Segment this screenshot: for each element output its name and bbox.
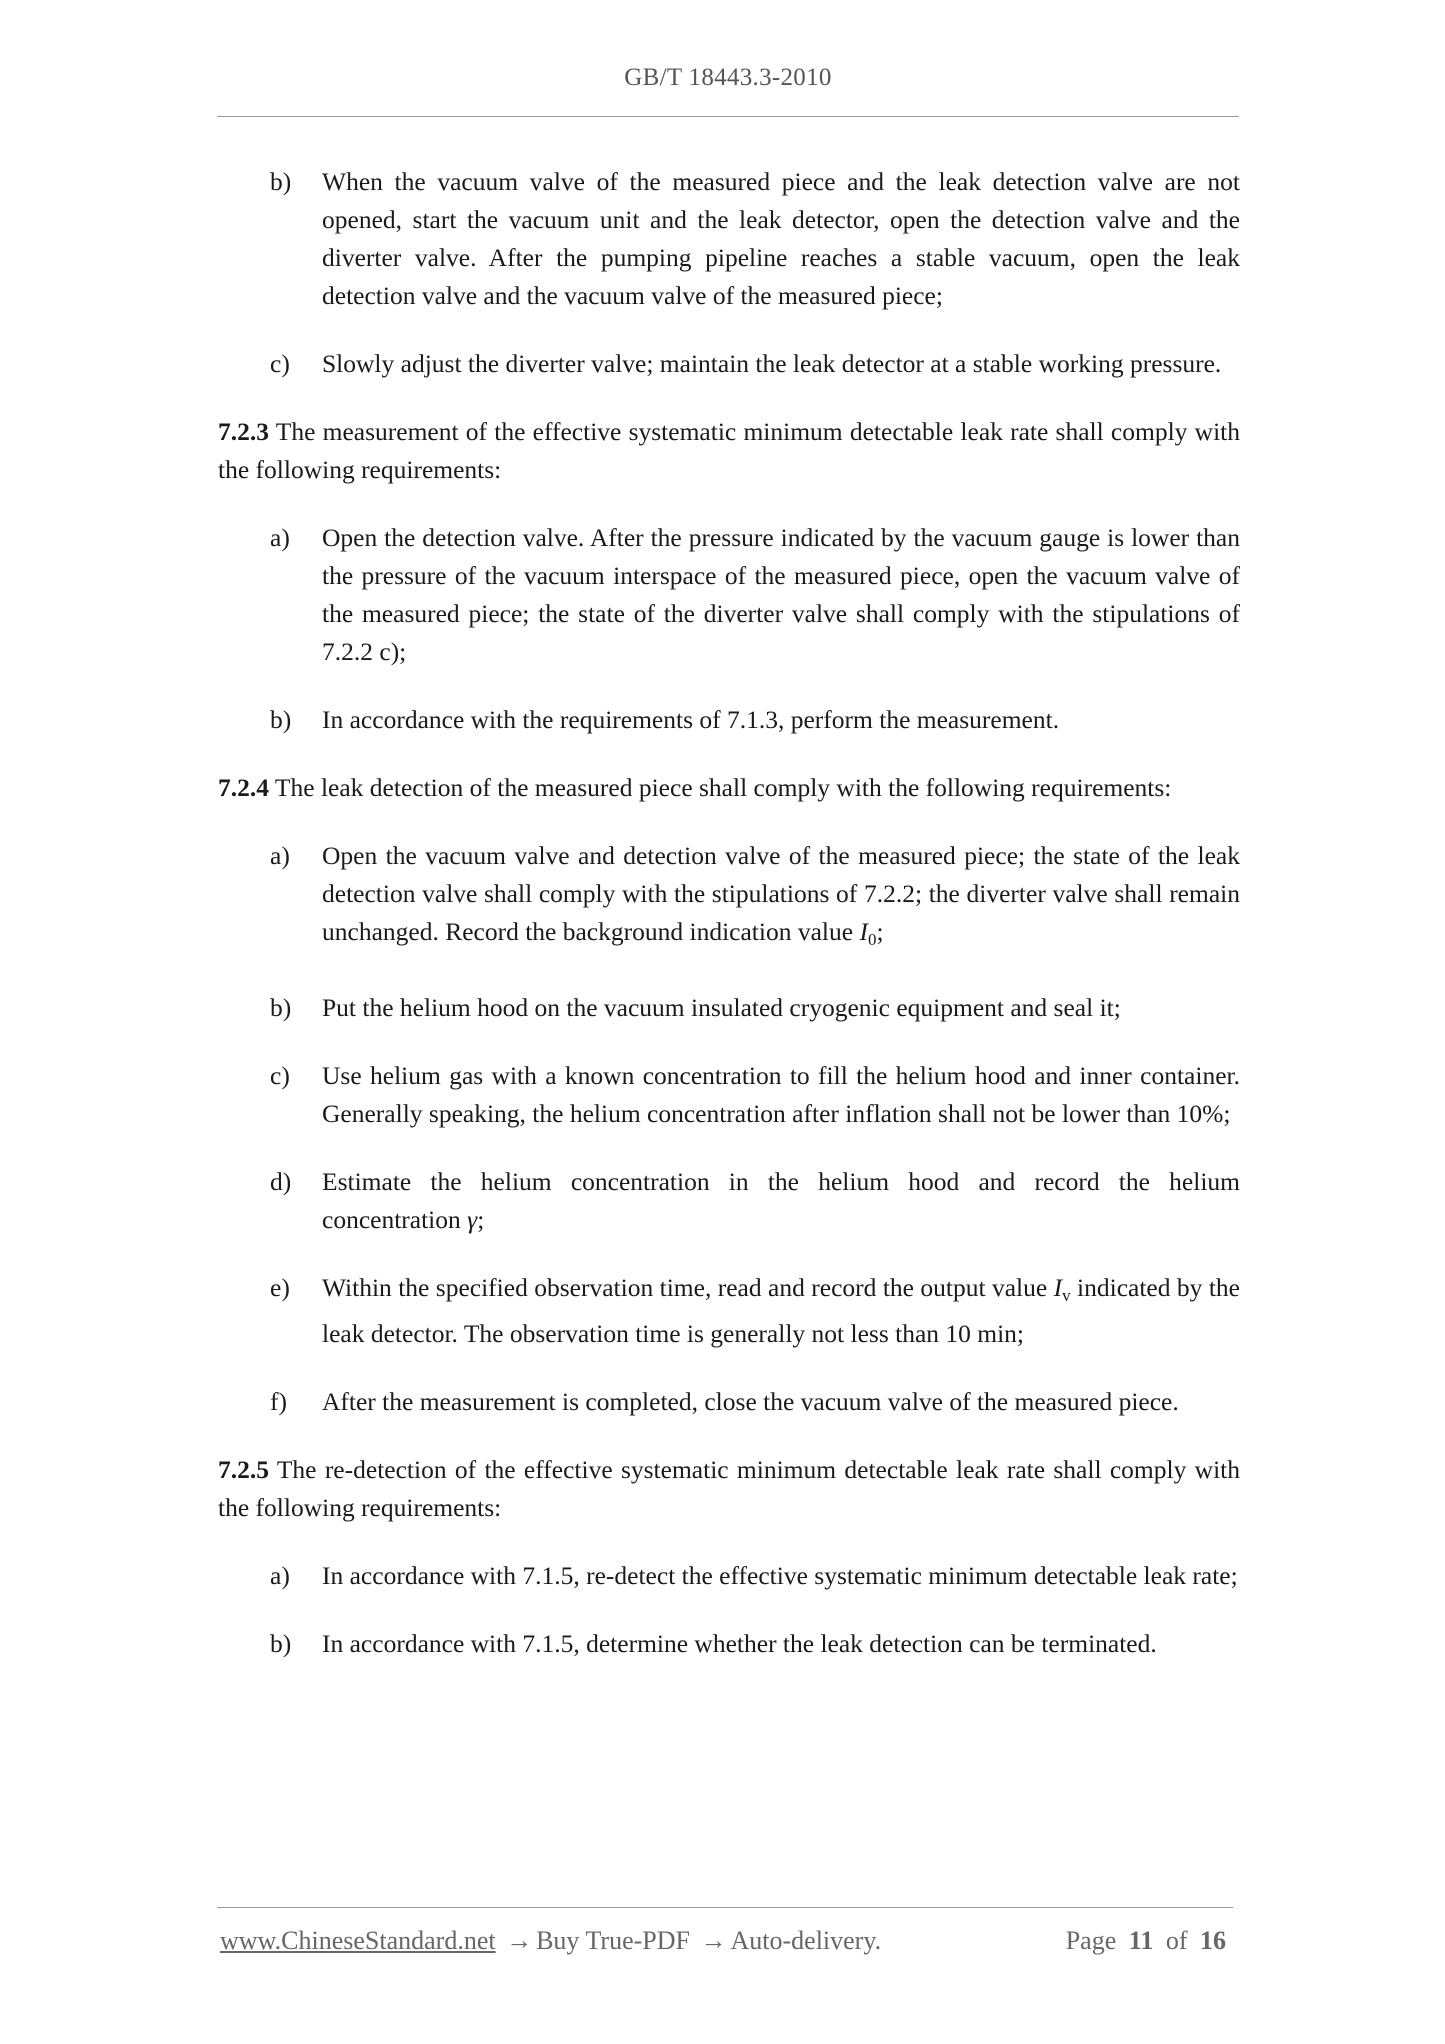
arrow-right-icon: →: [506, 1926, 533, 1955]
list-item-text: After the measurement is completed, close the vacuum valve of the measured piece.: [322, 1387, 1179, 1416]
page-footer: [220, 1926, 1232, 1956]
list-marker: a): [270, 841, 290, 870]
list-item-7-2-4-b: [218, 989, 1240, 1027]
list-item-text: In accordance with 7.1.5, determine whether the leak detection can be terminated.: [322, 1629, 1157, 1658]
list-item-7-2-2-b: [218, 163, 1240, 315]
list-item-text: [322, 1163, 1240, 1239]
list-item-text: Use helium gas with a known concentration to fill the helium hood and inner container. Generally speaking, the helium concentration after inflation shall not be lower than 10%;: [322, 1061, 1240, 1128]
symbol-subscript: 0: [867, 930, 877, 949]
list-item-text-part1: Within the specified observation time, read and record the output value: [322, 1273, 1054, 1302]
list-item-text: When the vacuum valve of the measured piece and the leak detection valve are not opened, start the vacuum unit and the leak detector, open the detection valve and the diverter valve. After the pumping pipeline reaches a stable vacuum, open the leak detection valve and the vacuum valve of the measured piece;: [322, 167, 1240, 310]
list-item-text-part2: indicated by the leak detector. The observation time is generally not less than 10 min;: [322, 1273, 1240, 1348]
clause-text: The leak detection of the measured piece shall comply with the following requirements:: [274, 773, 1172, 802]
clause-7-2-3: [218, 413, 1240, 489]
list-marker: a): [270, 1561, 290, 1590]
list-item-7-2-5-b: [218, 1625, 1240, 1663]
list-item-text: Slowly adjust the diverter valve; maintain the leak detector at a stable working pressure.: [322, 349, 1222, 378]
page-total: 16: [1200, 1926, 1226, 1955]
list-item-7-2-3-a: [218, 519, 1240, 671]
list-item-7-2-2-c: [218, 345, 1240, 383]
footer-promo: [220, 1926, 881, 1956]
list-marker: e): [270, 1273, 290, 1302]
clause-number: 7.2.5: [218, 1455, 269, 1484]
list-item-text-end: ;: [477, 1205, 485, 1234]
symbol-i: I: [859, 917, 868, 946]
symbol-subscript: v: [1062, 1286, 1071, 1305]
list-item-text-main: Estimate the helium concentration in the helium hood and record the helium concentration: [322, 1167, 1240, 1234]
list-marker: b): [270, 993, 292, 1022]
list-marker: c): [270, 349, 290, 378]
list-item-text-main: Open the vacuum valve and detection valve of the measured piece; the state of the leak detection valve shall comply with the stipulations of 7.2.2; the diverter valve shall remain unchanged. Record the background indication value: [322, 841, 1240, 946]
site-link[interactable]: www.ChineseStandard.net: [220, 1926, 496, 1955]
page-label: Page: [1065, 1926, 1117, 1955]
arrow-right-icon: →: [700, 1926, 727, 1955]
list-item-text: In accordance with 7.1.5, re-detect the effective systematic minimum detectable leak rate;: [322, 1561, 1238, 1590]
symbol-gamma: γ: [467, 1205, 478, 1234]
symbol-i: I: [1053, 1273, 1063, 1302]
list-marker: f): [270, 1387, 287, 1416]
list-marker: b): [270, 1629, 292, 1658]
list-marker: a): [270, 523, 290, 552]
list-marker: d): [270, 1167, 292, 1196]
page-current: 11: [1128, 1926, 1154, 1955]
list-item-7-2-5-a: [218, 1557, 1240, 1595]
document-body: [218, 163, 1240, 1693]
list-item-text: [322, 1269, 1240, 1353]
clause-text: The re-detection of the effective systematic minimum detectable leak rate shall comply with the following requirements:: [218, 1455, 1240, 1522]
page-indicator: [1066, 1926, 1232, 1956]
clause-7-2-4: [218, 769, 1240, 807]
list-item-7-2-3-b: [218, 701, 1240, 739]
delivery-text: Auto-delivery.: [730, 1926, 882, 1955]
footer-divider: [217, 1907, 1233, 1908]
list-item-text: Open the detection valve. After the pressure indicated by the vacuum gauge is lower than the pressure of the vacuum interspace of the measured piece, open the vacuum valve of the measured piece; the state of the diverter valve shall comply with the stipulations of 7.2.2 c);: [322, 523, 1240, 666]
list-item-7-2-4-c: [218, 1057, 1240, 1133]
list-item-text: In accordance with the requirements of 7.1.3, perform the measurement.: [322, 705, 1060, 734]
list-item-7-2-4-f: [218, 1383, 1240, 1421]
clause-number: 7.2.3: [218, 417, 269, 446]
buy-text: Buy True-PDF: [536, 1926, 690, 1955]
page-header: GB/T 18443.3-2010: [624, 64, 832, 91]
list-item-7-2-4-e: [218, 1269, 1240, 1353]
clause-text: The measurement of the effective systematic minimum detectable leak rate shall comply with the following requirements:: [218, 417, 1240, 484]
list-marker: b): [270, 167, 292, 196]
list-item-7-2-4-a: [218, 837, 1240, 959]
list-item-7-2-4-d: [218, 1163, 1240, 1239]
page-of: of: [1165, 1926, 1188, 1955]
header-divider: [217, 116, 1239, 117]
list-marker: b): [270, 705, 292, 734]
list-item-text: [322, 837, 1240, 959]
list-item-text: Put the helium hood on the vacuum insulated cryogenic equipment and seal it;: [322, 993, 1121, 1022]
list-item-text-end: ;: [876, 917, 884, 946]
list-marker: c): [270, 1061, 290, 1090]
clause-7-2-5: [218, 1451, 1240, 1527]
clause-number: 7.2.4: [218, 773, 269, 802]
